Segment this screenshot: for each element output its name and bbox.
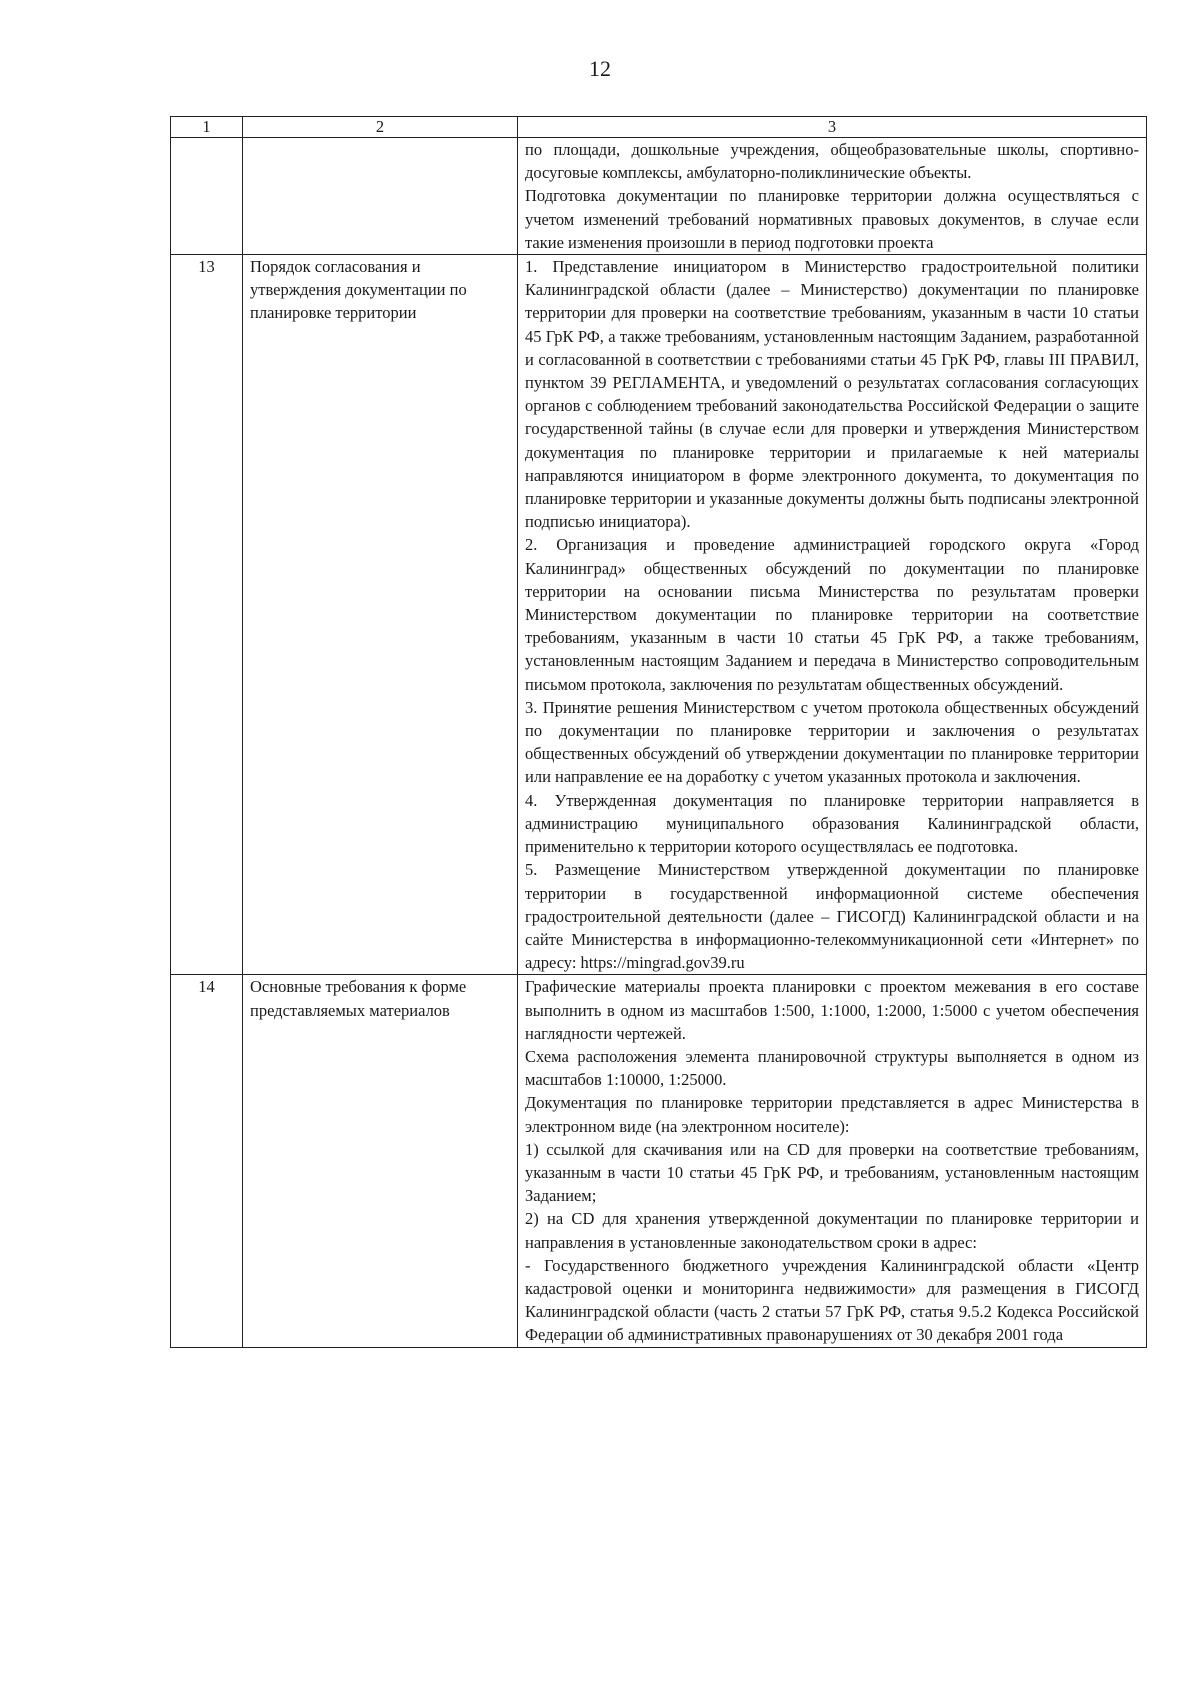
paragraph: Графические материалы проекта планировки с проектом межевания в его составе выполнить в одном из масштабов 1:500, 1:1000, 1:2000, 1:5000 с учетом обеспечения наглядности чертежей.: [525, 977, 1139, 1043]
paragraph: Документация по планировке территории представляется в адрес Министерства в электронном виде (на электронном носителе):: [525, 1093, 1139, 1136]
paragraph: Схема расположения элемента планировочной структуры выполняется в одном из масштабов 1:10000, 1:25000.: [525, 1046, 1139, 1090]
row-content: [518, 138, 1147, 255]
paragraph: Подготовка документации по планировке территории должна осуществляться с учетом изменений требований нормативных правовых документов, в случае если такие изменения произошли в период подготовки проекта: [525, 186, 1139, 252]
table-row: [171, 255, 1147, 975]
row-label: [243, 138, 518, 255]
paragraph: 5. Размещение Министерством утвержденной документации по планировке территории в государственной информационной системе обеспечения градостроительной деятельности (далее – ГИСОГД) Калининградской области и на сайте Министерства в информационно-телекоммуникационной сети «Интернет» по адресу: https://mingrad.gov39.ru: [525, 860, 1139, 973]
paragraph: 4. Утвержденная документация по планировке территории направляется в администрацию муниципального образования Калининградской области, применительно к территории которого осуществлялась ее подготовка.: [525, 790, 1139, 857]
paragraph: 1. Представление инициатором в Министерство градостроительной политики Калининградской области (далее – Министерство) документации по планировке территории для проверки на соответствие требованиям, указанным в части 10 статьи 45 ГрК РФ, а также требованиям, установленным настоящим Заданием, разработанной и согласованной в соответствии с требованиями статьи 45 ГрК РФ, главы III ПРАВИЛ, пунктом 39 РЕГЛАМЕНТА, и уведомлений о результатах согласования согласующих органов с соблюдением требований законодательства Российской Федерации о защите государственной тайны (в случае если для проверки и утверждения Министерством документация по планировке территории и прилагаемые к ней материалы направляются инициатором в форме электронного документа, то документация по планировке территории и указанные документы должны быть подписаны электронной подписью инициатора).: [525, 257, 1139, 532]
row-content: [518, 255, 1147, 975]
page-number: 12: [589, 56, 611, 81]
paragraph: - Государственного бюджетного учреждения Калининградской области «Центр кадастровой оценки и мониторинга недвижимости» для размещения в ГИСОГД Калининградской области (часть 2 статьи 57 ГрК РФ, статья 9.5.2 Кодекса Российской Федерации об административных правонарушениях от 30 декабря 2001 года: [525, 1255, 1139, 1345]
paragraph: 2) на CD для хранения утвержденной документации по планировке территории и направления в установленные законодательством сроки в адрес:: [525, 1209, 1139, 1252]
column-header-1: 1: [171, 117, 243, 138]
row-label: Основные требования к форме представляемых материалов: [243, 975, 518, 1347]
paragraph: по площади, дошкольные учреждения, общеобразовательные школы, спортивно-досуговые комплексы, амбулаторно-поликлинические объекты.: [525, 140, 1139, 183]
column-header-3: 3: [518, 117, 1147, 138]
paragraph: 1) ссылкой для скачивания или на CD для проверки на соответствие требованиям, указанным в части 10 статьи 45 ГрК РФ, и требованиям, установленным настоящим Заданием;: [525, 1139, 1139, 1206]
row-number: 13: [171, 255, 243, 975]
row-number: 14: [171, 975, 243, 1347]
table-row: [171, 975, 1147, 1347]
row-content: [518, 975, 1147, 1347]
row-label: Порядок согласования и утверждения документации по планировке территории: [243, 255, 518, 975]
paragraph: 2. Организация и проведение администрацией городского округа «Город Калининград» общественных обсуждений по документации по планировке территории на основании письма Министерства по результатам проверки Министерством документации по планировке территории на соответствие требованиям, указанным в части 10 статьи 45 ГрК РФ, а также требованиям, установленным настоящим Заданием и передача в Министерство сопроводительным письмом протокола, заключения по результатам общественных обсуждений.: [525, 535, 1139, 694]
column-header-2: 2: [243, 117, 518, 138]
table-row: [171, 138, 1147, 255]
table-header-row: [171, 117, 1147, 138]
requirements-table: [170, 116, 1147, 1348]
row-number: [171, 138, 243, 255]
paragraph: 3. Принятие решения Министерством с учетом протокола общественных обсуждений по документации по планировке территории и заключения о результатах общественных обсуждений об утверждении документации по планировке территории или направление ее на доработку с учетом указанных протокола и заключения.: [525, 697, 1139, 787]
